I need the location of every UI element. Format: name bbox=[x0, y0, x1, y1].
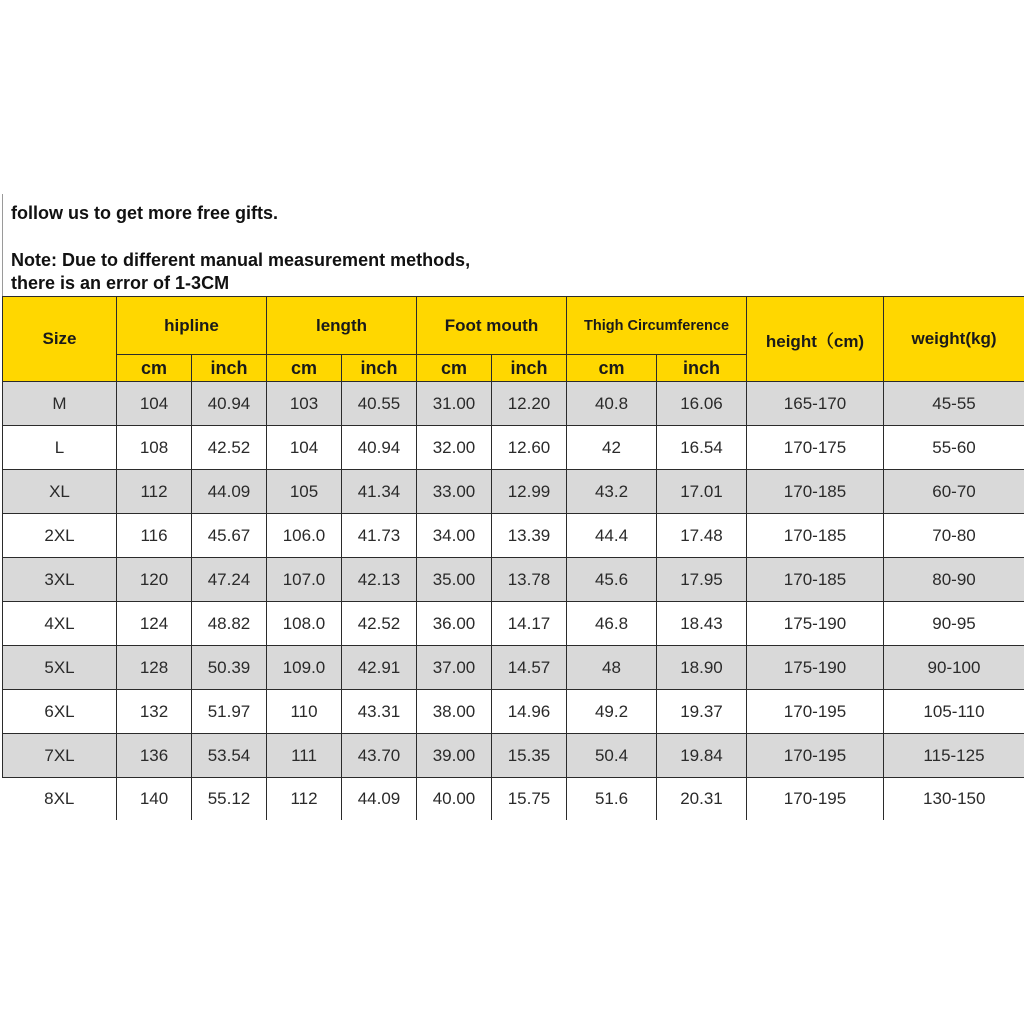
header-height: height（cm) bbox=[747, 297, 884, 382]
cell-length-cm: 110 bbox=[267, 690, 342, 734]
cell-length-cm: 108.0 bbox=[267, 602, 342, 646]
cell-foot-mouth-inch: 15.35 bbox=[492, 734, 567, 778]
note-text-line-1: Note: Due to different manual measurement methods, bbox=[11, 250, 471, 270]
cell-hipline-inch: 50.39 bbox=[192, 646, 267, 690]
cell-hipline-inch: 47.24 bbox=[192, 558, 267, 602]
cell-length-cm: 106.0 bbox=[267, 514, 342, 558]
cell-length-inch: 43.31 bbox=[342, 690, 417, 734]
header-weight: weight(kg) bbox=[884, 297, 1024, 382]
cell-weight-range: 70-80 bbox=[884, 514, 1024, 558]
cell-hipline-cm: 140 bbox=[117, 778, 192, 821]
cell-hipline-cm: 124 bbox=[117, 602, 192, 646]
cell-height-range: 175-190 bbox=[747, 602, 884, 646]
cell-size: XL bbox=[3, 470, 117, 514]
unit-hipline-cm: cm bbox=[117, 355, 192, 382]
unit-thigh-inch: inch bbox=[657, 355, 747, 382]
cell-length-inch: 43.70 bbox=[342, 734, 417, 778]
cell-thigh-cm: 45.6 bbox=[567, 558, 657, 602]
cell-foot-mouth-cm: 37.00 bbox=[417, 646, 492, 690]
table-row bbox=[3, 734, 1024, 778]
cell-weight-range: 55-60 bbox=[884, 426, 1024, 470]
header-thigh-circumference: Thigh Circumference bbox=[567, 297, 747, 355]
cell-hipline-cm: 132 bbox=[117, 690, 192, 734]
cell-weight-range: 60-70 bbox=[884, 470, 1024, 514]
cell-length-cm: 112 bbox=[267, 778, 342, 821]
table-row bbox=[3, 646, 1024, 690]
cell-foot-mouth-inch: 13.39 bbox=[492, 514, 567, 558]
cell-length-inch: 40.55 bbox=[342, 382, 417, 426]
cell-hipline-cm: 104 bbox=[117, 382, 192, 426]
cell-foot-mouth-inch: 15.75 bbox=[492, 778, 567, 821]
cell-foot-mouth-inch: 14.96 bbox=[492, 690, 567, 734]
cell-foot-mouth-cm: 31.00 bbox=[417, 382, 492, 426]
table-row bbox=[3, 470, 1024, 514]
cell-foot-mouth-inch: 14.57 bbox=[492, 646, 567, 690]
cell-thigh-cm: 44.4 bbox=[567, 514, 657, 558]
cell-weight-range: 90-95 bbox=[884, 602, 1024, 646]
cell-length-cm: 105 bbox=[267, 470, 342, 514]
cell-length-inch: 40.94 bbox=[342, 426, 417, 470]
left-edge-rule bbox=[2, 194, 3, 296]
unit-hipline-inch: inch bbox=[192, 355, 267, 382]
cell-foot-mouth-cm: 36.00 bbox=[417, 602, 492, 646]
cell-weight-range: 45-55 bbox=[884, 382, 1024, 426]
cell-height-range: 170-185 bbox=[747, 470, 884, 514]
cell-size: L bbox=[3, 426, 117, 470]
cell-height-range: 170-195 bbox=[747, 690, 884, 734]
cell-length-inch: 44.09 bbox=[342, 778, 417, 821]
cell-foot-mouth-inch: 12.60 bbox=[492, 426, 567, 470]
cell-length-cm: 104 bbox=[267, 426, 342, 470]
cell-hipline-inch: 51.97 bbox=[192, 690, 267, 734]
cell-weight-range: 90-100 bbox=[884, 646, 1024, 690]
cell-thigh-inch: 20.31 bbox=[657, 778, 747, 821]
cell-thigh-inch: 18.90 bbox=[657, 646, 747, 690]
unit-length-inch: inch bbox=[342, 355, 417, 382]
cell-size: 2XL bbox=[3, 514, 117, 558]
cell-thigh-inch: 16.06 bbox=[657, 382, 747, 426]
cell-length-inch: 41.73 bbox=[342, 514, 417, 558]
header-foot-mouth: Foot mouth bbox=[417, 297, 567, 355]
size-chart-table bbox=[2, 296, 1024, 820]
cell-size: 6XL bbox=[3, 690, 117, 734]
cell-foot-mouth-cm: 34.00 bbox=[417, 514, 492, 558]
cell-foot-mouth-cm: 40.00 bbox=[417, 778, 492, 821]
cell-hipline-inch: 40.94 bbox=[192, 382, 267, 426]
cell-size: 8XL bbox=[3, 778, 117, 821]
cell-hipline-inch: 42.52 bbox=[192, 426, 267, 470]
cell-foot-mouth-inch: 12.99 bbox=[492, 470, 567, 514]
cell-thigh-cm: 42 bbox=[567, 426, 657, 470]
cell-thigh-inch: 16.54 bbox=[657, 426, 747, 470]
cell-hipline-cm: 108 bbox=[117, 426, 192, 470]
header-row bbox=[3, 297, 1024, 355]
cell-length-inch: 41.34 bbox=[342, 470, 417, 514]
cell-thigh-inch: 17.48 bbox=[657, 514, 747, 558]
cell-thigh-cm: 49.2 bbox=[567, 690, 657, 734]
header-hipline: hipline bbox=[117, 297, 267, 355]
cell-foot-mouth-cm: 33.00 bbox=[417, 470, 492, 514]
table-row bbox=[3, 514, 1024, 558]
cell-length-cm: 109.0 bbox=[267, 646, 342, 690]
cell-height-range: 165-170 bbox=[747, 382, 884, 426]
cell-hipline-inch: 48.82 bbox=[192, 602, 267, 646]
header-size: Size bbox=[3, 297, 117, 382]
unit-foot-mouth-cm: cm bbox=[417, 355, 492, 382]
table-row bbox=[3, 778, 1024, 821]
cell-size: 5XL bbox=[3, 646, 117, 690]
cell-weight-range: 105-110 bbox=[884, 690, 1024, 734]
cell-hipline-cm: 112 bbox=[117, 470, 192, 514]
table-row bbox=[3, 602, 1024, 646]
cell-thigh-cm: 43.2 bbox=[567, 470, 657, 514]
cell-height-range: 170-185 bbox=[747, 514, 884, 558]
cell-thigh-inch: 18.43 bbox=[657, 602, 747, 646]
cell-weight-range: 80-90 bbox=[884, 558, 1024, 602]
unit-thigh-cm: cm bbox=[567, 355, 657, 382]
cell-height-range: 170-185 bbox=[747, 558, 884, 602]
cell-thigh-cm: 40.8 bbox=[567, 382, 657, 426]
cell-foot-mouth-cm: 38.00 bbox=[417, 690, 492, 734]
cell-length-inch: 42.13 bbox=[342, 558, 417, 602]
cell-foot-mouth-inch: 13.78 bbox=[492, 558, 567, 602]
cell-foot-mouth-inch: 12.20 bbox=[492, 382, 567, 426]
cell-thigh-cm: 51.6 bbox=[567, 778, 657, 821]
cell-foot-mouth-cm: 35.00 bbox=[417, 558, 492, 602]
cell-foot-mouth-cm: 32.00 bbox=[417, 426, 492, 470]
cell-height-range: 175-190 bbox=[747, 646, 884, 690]
table-row bbox=[3, 690, 1024, 734]
table-row bbox=[3, 558, 1024, 602]
cell-hipline-cm: 120 bbox=[117, 558, 192, 602]
cell-hipline-cm: 136 bbox=[117, 734, 192, 778]
cell-thigh-inch: 19.84 bbox=[657, 734, 747, 778]
cell-thigh-inch: 17.95 bbox=[657, 558, 747, 602]
cell-thigh-inch: 19.37 bbox=[657, 690, 747, 734]
cell-size: 4XL bbox=[3, 602, 117, 646]
cell-hipline-inch: 44.09 bbox=[192, 470, 267, 514]
unit-foot-mouth-inch: inch bbox=[492, 355, 567, 382]
cell-thigh-cm: 46.8 bbox=[567, 602, 657, 646]
cell-hipline-cm: 116 bbox=[117, 514, 192, 558]
cell-size: M bbox=[3, 382, 117, 426]
cell-hipline-cm: 128 bbox=[117, 646, 192, 690]
cell-height-range: 170-175 bbox=[747, 426, 884, 470]
cell-length-inch: 42.52 bbox=[342, 602, 417, 646]
promo-text: follow us to get more free gifts. bbox=[11, 203, 279, 223]
cell-size: 7XL bbox=[3, 734, 117, 778]
table-row bbox=[3, 426, 1024, 470]
cell-hipline-inch: 55.12 bbox=[192, 778, 267, 821]
cell-length-inch: 42.91 bbox=[342, 646, 417, 690]
cell-height-range: 170-195 bbox=[747, 734, 884, 778]
cell-length-cm: 111 bbox=[267, 734, 342, 778]
unit-length-cm: cm bbox=[267, 355, 342, 382]
header-length: length bbox=[267, 297, 417, 355]
cell-thigh-cm: 48 bbox=[567, 646, 657, 690]
cell-length-cm: 107.0 bbox=[267, 558, 342, 602]
cell-weight-range: 115-125 bbox=[884, 734, 1024, 778]
cell-size: 3XL bbox=[3, 558, 117, 602]
cell-weight-range: 130-150 bbox=[884, 778, 1024, 821]
cell-foot-mouth-cm: 39.00 bbox=[417, 734, 492, 778]
cell-hipline-inch: 45.67 bbox=[192, 514, 267, 558]
cell-thigh-cm: 50.4 bbox=[567, 734, 657, 778]
note-text-line-2: there is an error of 1-3CM bbox=[11, 273, 230, 293]
size-rows bbox=[3, 382, 1024, 821]
cell-length-cm: 103 bbox=[267, 382, 342, 426]
cell-hipline-inch: 53.54 bbox=[192, 734, 267, 778]
cell-height-range: 170-195 bbox=[747, 778, 884, 821]
table-row bbox=[3, 382, 1024, 426]
cell-foot-mouth-inch: 14.17 bbox=[492, 602, 567, 646]
cell-thigh-inch: 17.01 bbox=[657, 470, 747, 514]
